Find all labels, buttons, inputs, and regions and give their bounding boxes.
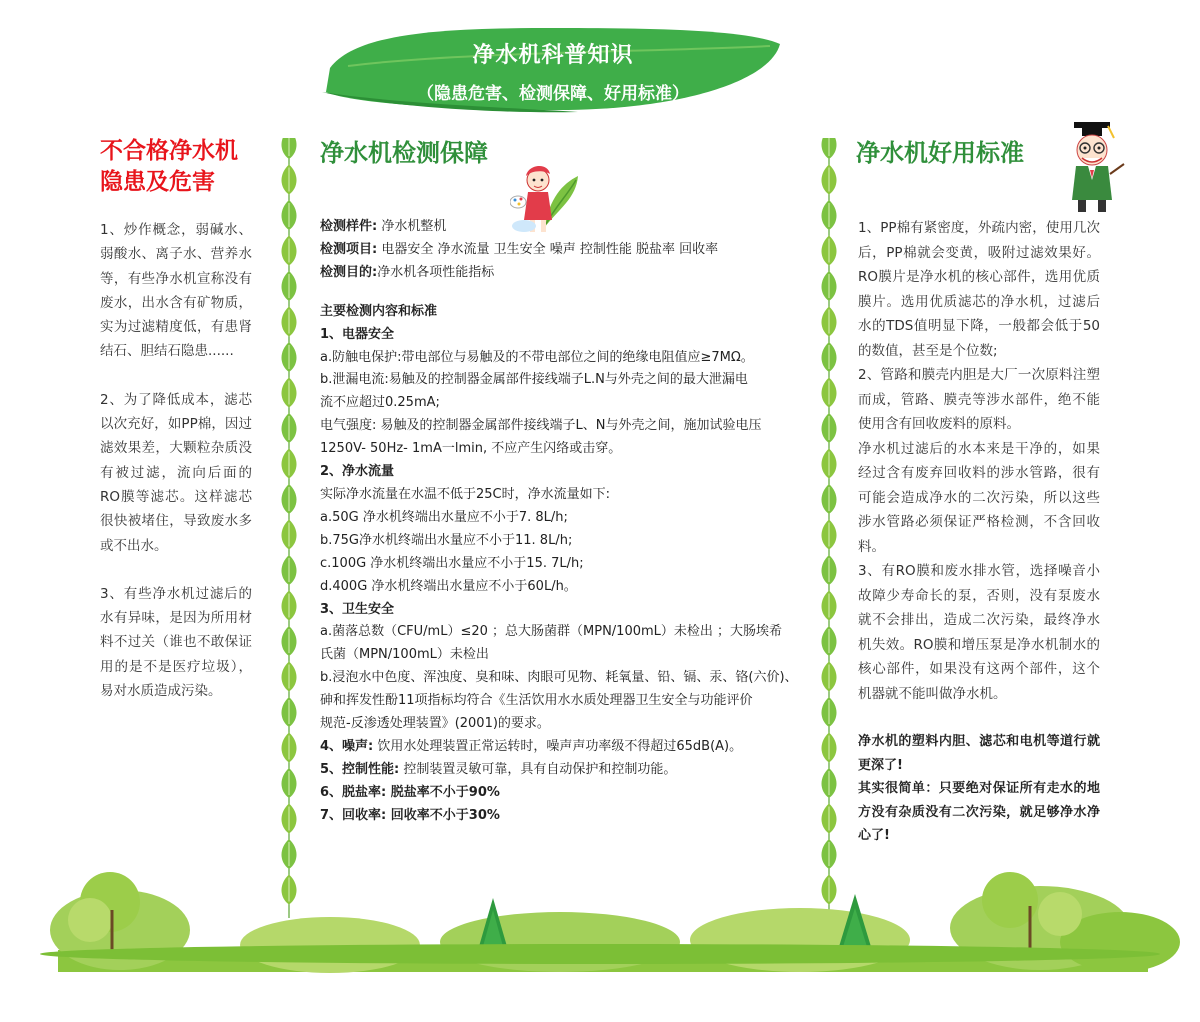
section-7-text: 回收率不小于30% bbox=[386, 807, 500, 823]
sample-label: 检测样件: bbox=[320, 219, 378, 234]
section-5-line bbox=[320, 759, 820, 782]
banner-title: 净水机科普知识 bbox=[472, 43, 634, 68]
sample-value: 净水机整机 bbox=[377, 219, 447, 234]
section-7-label: 7、回收率: bbox=[320, 807, 387, 823]
standard-paragraph-1: 1、PP棉有紧密度，外疏内密，使用几次后，PP棉就会变黄，吸附过滤效果好。RO膜片是净水机的核心部件，选用优质膜片。选用优质滤芯的净水机，过滤后水的TDS值明显下降，一般都会低于50的数值，甚至是个位数; bbox=[858, 220, 1100, 359]
section-5-text: 控制装置灵敏可靠，具有自动保护和控制功能。 bbox=[399, 761, 677, 777]
testing-body bbox=[320, 216, 820, 828]
section-4-line bbox=[320, 736, 820, 759]
leaf-chain-icon bbox=[278, 138, 300, 918]
section-3-b-line1: b.浸泡水中色度、浑浊度、臭和味、肉眼可见物、耗氧量、铅、镉、汞、铬(六价)、 bbox=[320, 670, 798, 686]
main-content-title: 主要检测内容和标准 bbox=[320, 303, 438, 319]
title-banner bbox=[318, 22, 788, 114]
section-3-title: 3、卫生安全 bbox=[320, 601, 395, 617]
section-1-b-line1: b.泄漏电流:易触及的控制器金属部件接线端子L.N与外壳之间的最大泄漏电 bbox=[320, 372, 748, 388]
professor-mascot-icon bbox=[1062, 120, 1126, 216]
testing-column bbox=[320, 138, 820, 823]
items-label: 检测项目: bbox=[320, 241, 378, 257]
standards-body bbox=[858, 216, 1100, 848]
hazard-paragraph-3: 3、有些净水机过滤后的水有异味，是因为所用材料不过关（谁也不敢保证用的是不是医疗垃圾），易对水质造成污染。 bbox=[100, 585, 252, 700]
section-3-b-line2: 砷和挥发性酚11项指标均符合《生活饮用水水质处理器卫生安全与功能评价 bbox=[320, 693, 753, 709]
standards-column bbox=[856, 138, 1104, 843]
forest-ground-illustration bbox=[0, 850, 1200, 1022]
sample-line bbox=[320, 216, 820, 239]
purpose-line bbox=[320, 262, 820, 285]
standards-heading: 净水机好用标准 bbox=[856, 139, 1024, 167]
standard-paragraph-4: 3、有RO膜和废水排水管，选择噪音小故障少寿命长的泵，否则，没有泵废水就不会排出，造成二次污染，最终净水机失效。RO膜和增压泵是净水机制水的核心部件，如果没有这两个部件，这个机器就不能叫做净水机。 bbox=[858, 563, 1100, 702]
section-3-b-line3: 规范-反渗透处理装置》(2001)的要求。 bbox=[320, 716, 550, 732]
leaf-divider-right bbox=[818, 138, 840, 922]
section-1-b-line2: 流不应超过0.25mA; bbox=[320, 395, 440, 411]
hazards-heading-line1: 不合格净水机 bbox=[100, 138, 238, 164]
section-3-a-line2: 氏菌（MPN/100mL）未检出 bbox=[320, 647, 489, 663]
purpose-value: 净水机各项性能指标 bbox=[377, 264, 495, 280]
leaf-divider-left bbox=[278, 138, 300, 922]
section-2-c: c.100G 净水机终端出水量应不小于15. 7L/h; bbox=[320, 555, 584, 571]
testing-heading: 净水机检测保障 bbox=[320, 139, 488, 167]
section-1-c-line1: 电气强度: 易触及的控制器金属部件接线端子L、N与外壳之间，施加试验电压 bbox=[320, 418, 762, 434]
items-value: 电器安全 净水流量 卫生安全 噪声 控制性能 脱盐率 回收率 bbox=[377, 241, 719, 257]
section-6-line bbox=[320, 782, 820, 805]
hazards-column bbox=[100, 136, 252, 727]
standard-bold-note-1: 净水机的塑料内胆、滤芯和电机等道行就更深了! bbox=[858, 734, 1100, 773]
standard-bold-note-2: 其实很简单：只要绝对保证所有走水的地方没有杂质没有二次污染，就足够净水净心了! bbox=[858, 781, 1100, 843]
section-4-text: 饮用水处理装置正常运转时，噪声声功率级不得超过65dB(A)。 bbox=[373, 738, 743, 754]
section-1-title: 1、电器安全 bbox=[320, 326, 395, 342]
section-1-c-line2: 1250V- 50Hz- 1mA一lmin, 不应产生闪络或击穿。 bbox=[320, 441, 622, 457]
items-line bbox=[320, 239, 820, 262]
section-4-label: 4、噪声: bbox=[320, 738, 374, 754]
section-2-d: d.400G 净水机终端出水量应不小于60L/h。 bbox=[320, 578, 577, 594]
hazards-heading-line2: 隐患及危害 bbox=[100, 169, 215, 195]
hazards-heading bbox=[100, 136, 252, 198]
section-5-label: 5、控制性能: bbox=[320, 761, 400, 777]
section-1-a: a.防触电保护:带电部位与易触及的不带电部位之间的绝缘电阻值应≥7MΩ。 bbox=[320, 349, 754, 365]
hazard-paragraph-1: 1、炒作概念，弱碱水、弱酸水、离子水、营养水等，有些净水机宣称没有废水，出水含有矿物质，实为过滤精度低，有患肾结石、胆结石隐患...... bbox=[100, 222, 252, 360]
standard-paragraph-3: 净水机过滤后的水本来是干净的，如果经过含有废弃回收料的涉水管路，很有可能会造成净水的二次污染，所以这些涉水管路必须保证严格检测，不含回收料。 bbox=[858, 440, 1100, 555]
hazard-paragraph-2: 2、为了降低成本，滤芯以次充好，如PP棉，因过滤效果差，大颗粒杂质没有被过滤，流向后面的RO膜等滤芯。这样滤芯很快被堵住，导致废水多或不出水。 bbox=[100, 391, 252, 554]
section-2-intro: 实际净水流量在水温不低于25C时，净水流量如下: bbox=[320, 486, 610, 502]
leaf-chain-icon bbox=[818, 138, 840, 918]
section-2-a: a.50G 净水机终端出水量应不小于7. 8L/h; bbox=[320, 509, 568, 525]
section-3-a-line1: a.菌落总数（CFU/mL）≤20 ；总大肠菌群（MPN/100mL）未检出 ；大肠埃希 bbox=[320, 624, 783, 640]
purpose-label: 检测目的: bbox=[320, 264, 378, 280]
section-6-label: 6、脱盐率: bbox=[320, 784, 387, 800]
section-6-text: 脱盐率不小于90% bbox=[386, 784, 500, 800]
section-7-line bbox=[320, 805, 820, 828]
section-2-b: b.75G净水机终端出水量应不小于11. 8L/h; bbox=[320, 532, 573, 548]
section-2-title: 2、净水流量 bbox=[320, 464, 395, 480]
banner-subtitle: （隐患危害、检测保障、好用标准） bbox=[417, 84, 689, 104]
standard-paragraph-2: 2、管路和膜壳内胆是大厂一次原料注塑而成，管路、膜壳等涉水部件，绝不能使用含有回收废料的原料。 bbox=[858, 367, 1100, 432]
